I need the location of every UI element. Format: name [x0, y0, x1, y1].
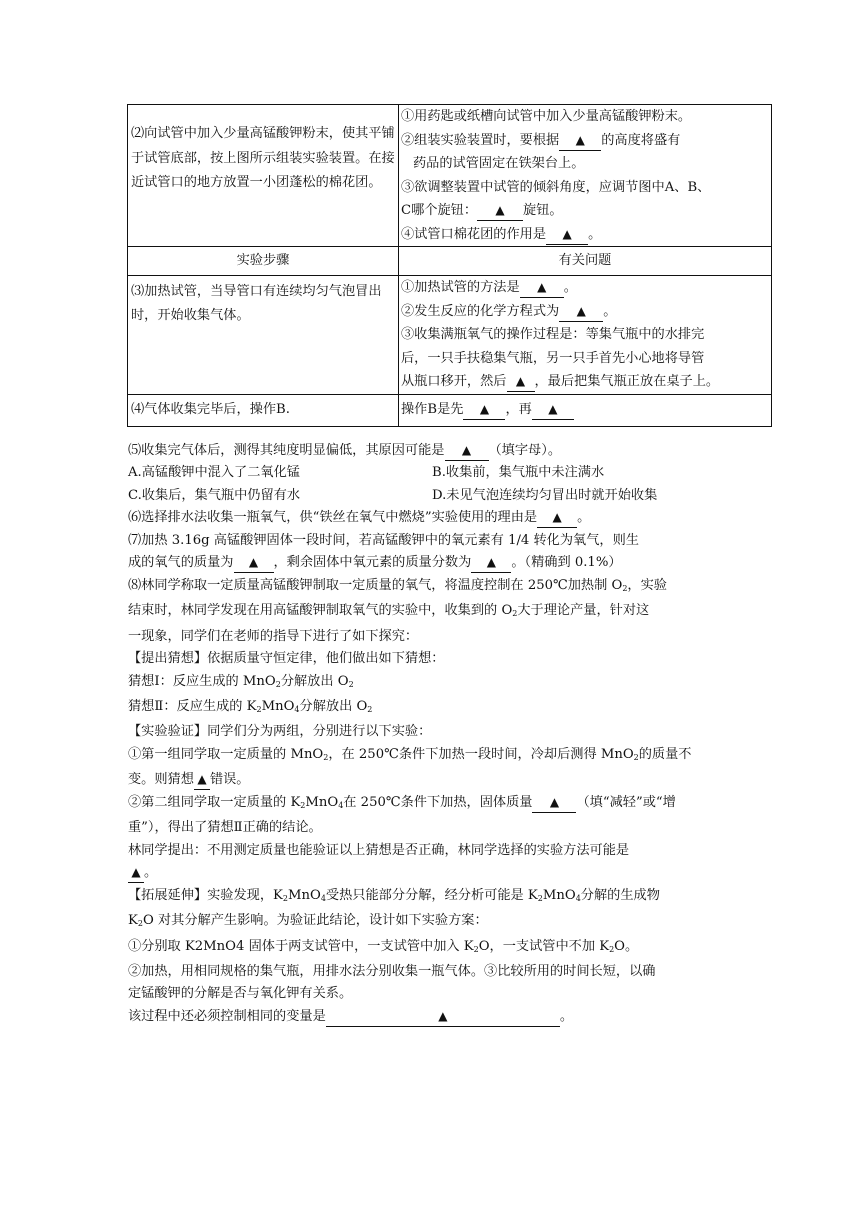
verify-2: ②第二组同学取一定质量的 $K_2MnO_4$在 250℃条件下加热，固体质量 ▲ （填“减轻”或“增	[128, 792, 748, 817]
experiment-table	[127, 104, 772, 427]
answer-blank[interactable]: ▲	[537, 508, 577, 528]
step3-q1: ①加热试管的方法是 ▲ 。	[401, 276, 768, 300]
answer-blank[interactable]: ▲	[128, 863, 144, 883]
step3-questions	[399, 276, 772, 395]
question-7-cont: 成的氧气的质量为 ▲ ，剩余固体中氧元素的质量分数为 ▲ 。（精确到 0.1%）	[128, 552, 748, 574]
step2-q1: ①用药匙或纸槽向试管中加入少量高锰酸钾粉末。	[401, 109, 692, 124]
step4-description: ⑷气体收集完毕后，操作B.	[128, 394, 399, 427]
step2-q3-cont: C哪个旋钮： ▲ 旋钮。	[401, 199, 768, 223]
step3-q2: ②发生反应的化学方程式为 ▲ 。	[401, 300, 768, 324]
answer-blank[interactable]: ▲	[194, 770, 210, 790]
extend-cont: $K_2O$ 对其分解产生影响。为验证此结论，设计如下实验方案：	[128, 913, 488, 929]
table-row-step2	[128, 105, 772, 247]
question-8-cont: 结束时，林同学发现在用高锰酸钾制取氧气的实验中，收集到的 $O_2$大于理论产量，针对这	[128, 603, 650, 619]
answer-blank[interactable]: ▲	[520, 278, 564, 298]
options-ab	[128, 462, 748, 484]
answer-blank[interactable]: ▲	[546, 225, 588, 245]
step2-q3: ③欲调整装置中试管的倾斜角度，应调节图中A、B、	[401, 179, 711, 195]
question-8-cont2: 一现象，同学们在老师的指导下进行了如下探究：	[128, 628, 419, 644]
answer-blank[interactable]: ▲	[463, 400, 505, 420]
plan-step-2-cont: 定锰酸钾的分解是否与氧化钾有关系。	[128, 986, 353, 1002]
step4-question: 操作B是先 ▲ ，再 ▲	[399, 394, 772, 427]
questions-body	[128, 440, 748, 1028]
answer-blank[interactable]: ▲	[532, 400, 574, 420]
question-8: ⑻林同学称取一定质量高锰酸钾制取一定质量的氧气，将温度控制在 250℃加热制 $O_2$，实验	[128, 577, 667, 593]
step3-q3-end: 从瓶口移开，然后 ▲ ，最后把集气瓶正放在桌子上。	[401, 370, 768, 394]
step3-description: ⑶加热试管，当导管口有连续均匀气泡冒出时，开始收集气体。	[128, 276, 399, 395]
control-variable: 该过程中还必须控制相同的变量是 ▲ 。	[128, 1006, 748, 1028]
answer-blank[interactable]: ▲	[532, 793, 576, 813]
table-row-step3	[128, 276, 772, 395]
option-b[interactable]: B.收集前，集气瓶中未注满水	[432, 465, 605, 481]
answer-blank[interactable]: ▲	[471, 553, 511, 573]
header-questions: 有关问题	[399, 247, 772, 276]
verify-1-cont: 变。则猜想 ▲ 错误。	[128, 769, 748, 791]
header-steps: 实验步骤	[128, 247, 399, 276]
verify-2-cont: 重”），得出了猜想Ⅱ正确的结论。	[128, 820, 322, 836]
answer-blank[interactable]: ▲	[507, 372, 535, 392]
question-7: ⑺加热 3.16g 高锰酸钾固体一段时间，若高锰酸钾中的氧元素有 1/4 转化为氧气，则生	[128, 532, 639, 548]
lin-proposal: 林同学提出：不用测定质量也能验证以上猜想是否正确，林同学选择的实验方法可能是	[128, 842, 630, 858]
step3-q3-cont: 后，一只手扶稳集气瓶，另一只手首先小心地将导管	[401, 350, 705, 366]
table-row-step4	[128, 394, 772, 427]
verify-heading: 【实验验证】同学们分为两组，分别进行以下实验：	[128, 724, 432, 740]
verify-1: ①第一组同学取一定质量的 MnO$_2$，在 250℃条件下加热一段时间，冷却后测得 MnO$_2$的质量不	[128, 746, 692, 762]
plan-step-2: ②加热，用相同规格的集气瓶，用排水法分别收集一瓶气体。③比较所用的时间长短，以确	[128, 963, 656, 979]
answer-blank[interactable]: ▲	[234, 553, 274, 573]
guess-1: 猜想Ⅰ：反应生成的 MnO$_2$分解放出 $O_2$	[128, 673, 354, 689]
step2-q2: ②组装实验装置时，要根据 ▲ 的高度将盛有	[401, 129, 768, 153]
step3-q3: ③收集满瓶氧气的操作过程是：等集气瓶中的水排完	[401, 327, 705, 342]
question-6: ⑹选择排水法收集一瓶氧气，供“铁丝在氧气中燃烧”实验使用的理由是 ▲ 。	[128, 507, 748, 529]
answer-blank[interactable]: ▲	[326, 1007, 560, 1027]
step2-q2-cont: 药品的试管固定在铁架台上。	[413, 156, 585, 171]
step2-description: ⑵向试管中加入少量高锰酸钾粉末，使其平铺于试管底部，按上图所示组装实验装置。在接近试管口的地方放置一小团蓬松的棉花团。	[128, 105, 399, 247]
question-5: ⑸收集完气体后，测得其纯度明显偏低，其原因可能是 ▲ （填字母）。	[128, 440, 748, 462]
guess-2: 猜想Ⅱ：反应生成的 $K_2MnO_4$分解放出 $O_2$	[128, 698, 373, 714]
lin-proposal-cont: ▲ 。	[128, 862, 748, 884]
step2-questions	[399, 105, 772, 247]
options-cd	[128, 485, 748, 507]
answer-blank[interactable]: ▲	[559, 302, 603, 322]
step2-q4: ④试管口棉花团的作用是 ▲ 。	[401, 223, 768, 247]
extend-heading: 【拓展延伸】实验发现，$K_2MnO_4$受热只能部分分解，经分析可能是 $K_2MnO_4$分解的生成物	[128, 887, 660, 903]
guess-heading: 【提出猜想】依据质量守恒定律，他们做出如下猜想：	[128, 651, 445, 667]
answer-blank[interactable]: ▲	[477, 201, 523, 221]
plan-step-1: ①分别取 K2MnO4 固体于两支试管中，一支试管中加入 $K_2O$，一支试管中不加 $K_2O$。	[128, 938, 639, 954]
option-a[interactable]: A.高锰酸钾中混入了二氧化锰	[128, 465, 300, 481]
option-d[interactable]: D.未见气泡连续均匀冒出时就开始收集	[432, 487, 658, 503]
table-header-row	[128, 247, 772, 276]
answer-blank[interactable]: ▲	[445, 441, 489, 461]
option-c[interactable]: C.收集后，集气瓶中仍留有水	[128, 487, 301, 503]
answer-blank[interactable]: ▲	[559, 131, 601, 151]
